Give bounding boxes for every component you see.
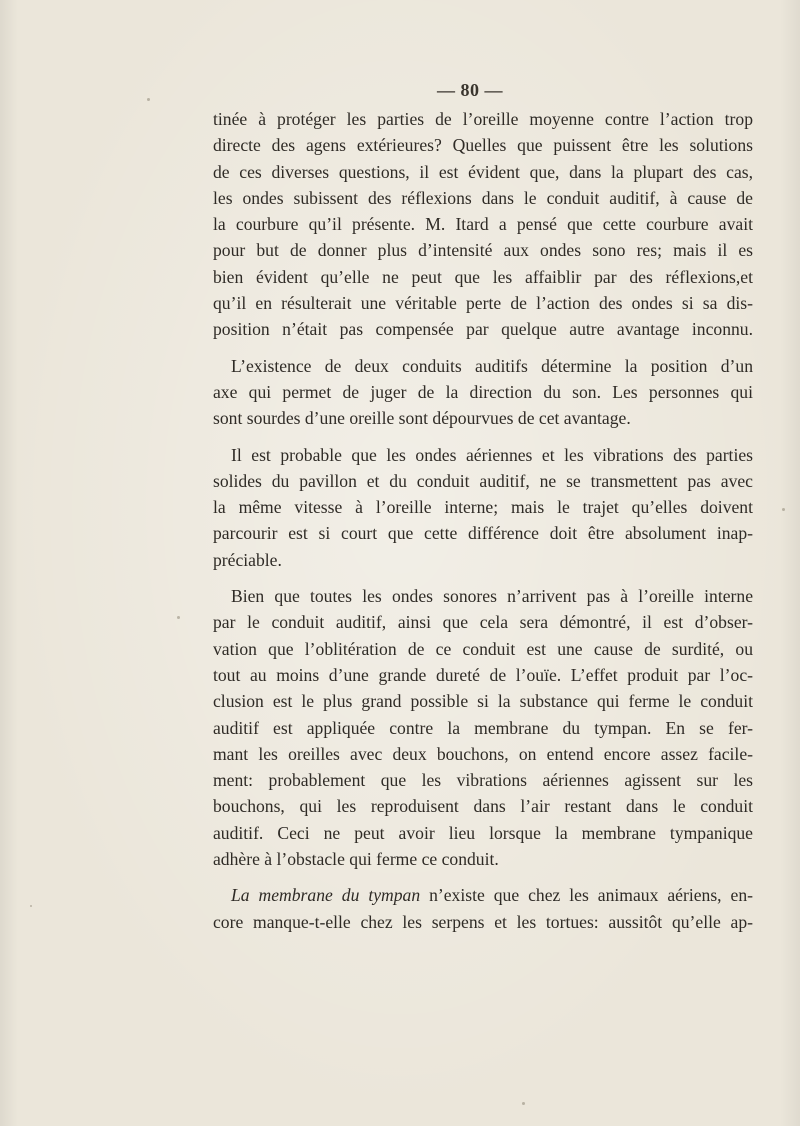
text-line: auditif est appliquée contre la membrane du tympan. En se fer- (213, 717, 753, 738)
text-line: bouchons, qui les reproduisent dans l’air restant dans le conduit (213, 796, 753, 817)
paragraph-2 (213, 353, 753, 432)
paragraph-1 (213, 106, 753, 343)
paragraph-4 (213, 583, 753, 872)
text-line: les ondes subissent des réflexions dans le conduit auditif, à cause de (213, 187, 753, 208)
text-line (213, 882, 753, 908)
text-line: solides du pavillon et du conduit auditif, ne se transmettent pas avec (213, 470, 753, 491)
text-line: bien évident qu’elle ne peut que les affaiblir par des réflexions,et (213, 266, 753, 287)
italic-lead: La membrane du tympan (231, 885, 421, 906)
text-line: mant les oreilles avec deux bouchons, on entend encore assez facile- (213, 743, 753, 764)
text-line: par le conduit auditif, ainsi que cela sera démontré, il est d’obser- (213, 612, 753, 633)
page-number: — 80 — (437, 80, 503, 100)
text-line: core manque-t-elle chez les serpens et les tortues: aussitôt qu’elle ap- (213, 911, 753, 932)
text-line: adhère à l’obstacle qui ferme ce conduit. (213, 849, 499, 870)
paper-speck (522, 1102, 525, 1105)
text-line: axe qui permet de juger de la direction du son. Les personnes qui (213, 381, 753, 402)
text-line: Bien que toutes les ondes sonores n’arrivent pas à l’oreille interne (231, 586, 753, 607)
body-text (213, 106, 753, 935)
paper-speck (782, 508, 785, 511)
text-line: tinée à protéger les parties de l’oreille moyenne contre l’action trop (213, 109, 753, 129)
text-line: pour but de donner plus d’intensité aux ondes sono res; mais il es (213, 240, 753, 261)
text-line: L’existence de deux conduits auditifs détermine la position d’un (231, 355, 753, 376)
text-line: parcourir est si court que cette différence doit être absolument inap- (213, 523, 753, 544)
paper-speck (30, 905, 32, 907)
text-line: tout au moins d’une grande dureté de l’ouïe. L’effet produit par l’oc- (213, 664, 753, 685)
text-line: la courbure qu’il présente. M. Itard a pensé que cette courbure avait (213, 214, 753, 235)
text-line: auditif. Ceci ne peut avoir lieu lorsque la membrane tympanique (213, 822, 753, 843)
text-line: position n’était pas compensée par quelque autre avantage inconnu. (213, 319, 753, 340)
text-line: la même vitesse à l’oreille interne; mais le trajet qu’elles doivent (213, 497, 753, 518)
text-line: Il est probable que les ondes aériennes et les vibrations des parties (231, 444, 753, 465)
text-line: ment: probablement que les vibrations aériennes agissent sur les (213, 770, 753, 791)
text-line: vation que l’oblitération de ce conduit est une cause de surdité, ou (213, 638, 753, 659)
paper-speck (177, 616, 180, 619)
text-line: qu’il en résulterait une véritable perte de l’action des ondes si sa dis- (213, 293, 753, 314)
text-line: sont sourdes d’une oreille sont dépourvues de cet avantage. (213, 408, 631, 429)
text-fragment: n’existe que chez les animaux aériens, en- (420, 885, 753, 906)
paper-speck (147, 98, 150, 101)
paragraph-3 (213, 442, 753, 573)
text-line: préciable. (213, 549, 282, 570)
text-line: directe des agens extérieures? Quelles que puissent être les solutions (213, 135, 753, 156)
paragraph-5 (213, 882, 753, 935)
text-line: clusion est le plus grand possible si la substance qui ferme le conduit (213, 691, 753, 712)
text-line: de ces diverses questions, il est évident que, dans la plupart des cas, (213, 161, 753, 182)
